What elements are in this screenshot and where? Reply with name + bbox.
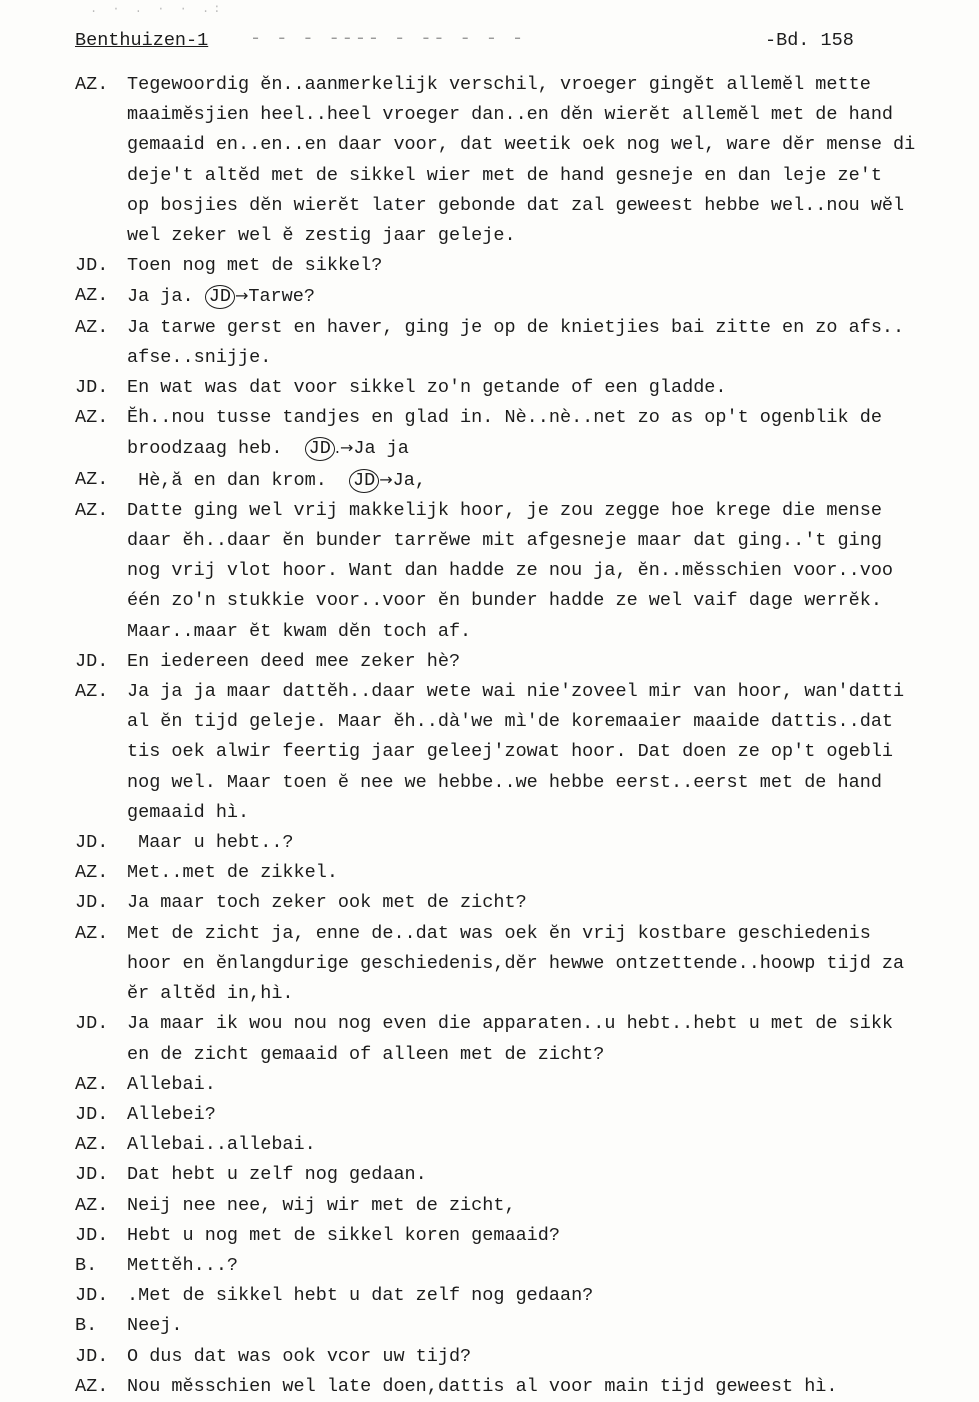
turn-text: Hebt u nog met de sikkel koren gemaaid? [127, 1224, 560, 1246]
speaker-label: AZ. [75, 1194, 109, 1216]
transcript-turn [0, 1160, 979, 1190]
turn-text: Dat hebt u zelf nog gedaan. [127, 1164, 427, 1186]
transcript-turn [0, 373, 979, 403]
turn-text: Allebei? [127, 1103, 216, 1125]
speaker-label: JD. [75, 377, 109, 399]
turn-text: Allebai. [127, 1073, 216, 1095]
turn-text: Ja ja ja maar dattĕh..daar wete wai nie'zoveel mir van hoor, wan'datti al ĕn tijd geleje. Maar ĕh..dà'we mì'de koremaaier maaide dattis..dat tis oek alwir feertig jaar geleej'zowat hoor. Dat doen ze op't ogebli nog wel. Maar toen ĕ nee we hebbe..we hebbe eerst..eerst met de hand gemaaid hì. [127, 681, 905, 823]
turn-text-before-interjection: Hè,ă en dan krom. [127, 469, 350, 491]
page-smudge: . · . · · .: [90, 2, 225, 16]
speaker-label: JD. [75, 1103, 109, 1125]
speaker-label: AZ. [75, 862, 109, 884]
turn-text: Maar u hebt..? [127, 832, 294, 854]
circled-speaker-mark: JD [205, 285, 235, 309]
speaker-label: AZ. [75, 285, 109, 307]
turn-text: Ja maar toch zeker ook met de zicht? [127, 892, 527, 914]
interjection-arrow-icon: → [379, 469, 393, 489]
transcript-turn [0, 858, 979, 888]
speaker-label: JD. [75, 832, 109, 854]
speaker-label: AZ. [75, 1073, 109, 1095]
transcript-turn [0, 496, 979, 647]
turn-text: Met de zicht ja, enne de..dat was oek ĕn vrij kostbare geschiedenis hoor en ĕnlangdurige geschiedenis,dĕr hewwe ontzettende..hoowp tijd za ĕr altĕd in,hì. [127, 922, 905, 1005]
turn-text: Neej. [127, 1315, 183, 1337]
transcript-turn [0, 888, 979, 918]
turn-text: Met..met de zikkel. [127, 862, 338, 884]
turn-text: Ja maar ik wou nou nog even die apparaten..u hebt..hebt u met de sikk en de zicht gemaaid of alleen met de zicht? [127, 1013, 894, 1065]
interjection-arrow-icon: .→ [334, 438, 354, 458]
transcript-turn [0, 919, 979, 1010]
speaker-label: AZ. [75, 681, 109, 703]
turn-text: Allebai..allebai. [127, 1134, 316, 1156]
speaker-label: JD. [75, 1164, 109, 1186]
transcript-turn [0, 1130, 979, 1160]
speaker-label: AZ. [75, 407, 109, 429]
speaker-label: JD. [75, 255, 109, 277]
transcript-turn [0, 1009, 979, 1069]
turn-text: .Met de sikkel hebt u dat zelf nog gedaan? [127, 1285, 594, 1307]
page-number: -Bd. 158 [765, 30, 854, 51]
speaker-label: JD. [75, 1224, 109, 1246]
transcript-turn [0, 677, 979, 828]
turn-text: Tegewoordig ĕn..aanmerkelijk verschil, vroeger gingĕt allemĕl mette maaimĕsjien heel..heel vroeger dan..en dĕn wierĕt allemĕl met de hand gemaaid en..en..en daar voor, dat weetik oek nog wel, ware dĕr mense di deje't altĕd met de sikkel wier met de hand gesneje en dan leje ze't op bosjies dĕn wierĕt later gebonde dat zal geweest hebbe wel..nou wĕl wel zeker wel ĕ zestig jaar geleje. [127, 74, 916, 247]
circled-speaker-mark: JD [349, 469, 379, 493]
speaker-label: JD. [75, 1285, 109, 1307]
turn-text-before-interjection: Ĕh..nou tusse tandjes en glad in. Nè..nè..net zo as op't ogenblik de broodzaag heb. [127, 407, 882, 460]
turn-text-before-interjection: Ja ja. [127, 286, 205, 308]
turn-text: Datte ging wel vrij makkelijk hoor, je zou zegge hoe krege die mense daar ĕh..daar ĕn bunder tarrĕwe mit afgesneje maar dat ging..'t ging nog vrij vlot hoor. Want dan hadde ze nou ja, ĕn..mĕsschien voor..voo één zo'n stukkie voor..voor ĕn bunder hadde ze wel vaif dage werrĕk. Maar..maar ĕt kwam dĕn toch af. [127, 499, 894, 642]
speaker-label: AZ. [75, 468, 109, 490]
interjection-text: Ja, [392, 469, 426, 491]
speaker-label: AZ. [75, 1134, 109, 1156]
turn-text: En iedereen deed mee zeker hè? [127, 650, 461, 672]
transcript-turn [0, 1372, 979, 1402]
turn-text: Nou mĕsschien wel late doen,dattis al voor main tijd geweest hì. [127, 1375, 838, 1397]
speaker-label: AZ. [75, 74, 109, 95]
document-title: Benthuizen-1 [75, 30, 209, 51]
transcript-turn [0, 647, 979, 677]
circled-speaker-mark: JD [305, 437, 335, 461]
speaker-label: B. [75, 1254, 98, 1276]
speaker-label: B. [75, 1315, 98, 1337]
turn-text: En wat was dat voor sikkel zo'n getande of een gladde. [127, 377, 727, 399]
transcript-turn [0, 465, 979, 496]
turn-text: Mettĕh...? [127, 1254, 239, 1276]
turn-text: Ja tarwe gerst en haver, ging je op de knietjies bai zitte en zo afs.. afse..snijje. [127, 316, 905, 368]
speaker-label: AZ. [75, 499, 109, 521]
turn-text: Neij nee nee, wij wir met de zicht, [127, 1194, 516, 1216]
speaker-label: AZ. [75, 922, 109, 944]
speaker-label: JD. [75, 1345, 109, 1367]
speaker-label: AZ. [75, 1375, 109, 1397]
speaker-label: AZ. [75, 316, 109, 338]
header-dotted-rule: - - - ---- - -- - - - [250, 28, 526, 49]
transcript-turn [0, 281, 979, 312]
transcript-turn [0, 70, 979, 251]
transcript-turn [0, 251, 979, 281]
turn-text: Toen nog met de sikkel? [127, 255, 383, 277]
turn-text [127, 465, 979, 496]
transcript-turn [0, 313, 979, 373]
transcript-turn [0, 403, 979, 464]
speaker-label: JD. [75, 892, 109, 914]
speaker-label: JD. [75, 650, 109, 672]
transcript [0, 70, 979, 1402]
transcript-turn [0, 1281, 979, 1311]
transcript-turn [0, 1221, 979, 1251]
interjection-arrow-icon: → [234, 286, 249, 306]
turn-text: O dus dat was ook vcor uw tijd? [127, 1345, 472, 1367]
interjection-text: Ja ja [353, 438, 409, 460]
transcript-turn [0, 1311, 979, 1341]
transcript-turn [0, 1251, 979, 1281]
turn-text [127, 281, 979, 312]
transcript-turn [0, 1070, 979, 1100]
transcript-turn [0, 1191, 979, 1221]
transcript-turn [0, 1100, 979, 1130]
transcript-turn [0, 828, 979, 858]
speaker-label: JD. [75, 1013, 109, 1035]
turn-text [127, 403, 979, 464]
transcript-turn [0, 1342, 979, 1372]
interjection-text: Tarwe? [248, 286, 315, 308]
page-header [75, 30, 955, 54]
